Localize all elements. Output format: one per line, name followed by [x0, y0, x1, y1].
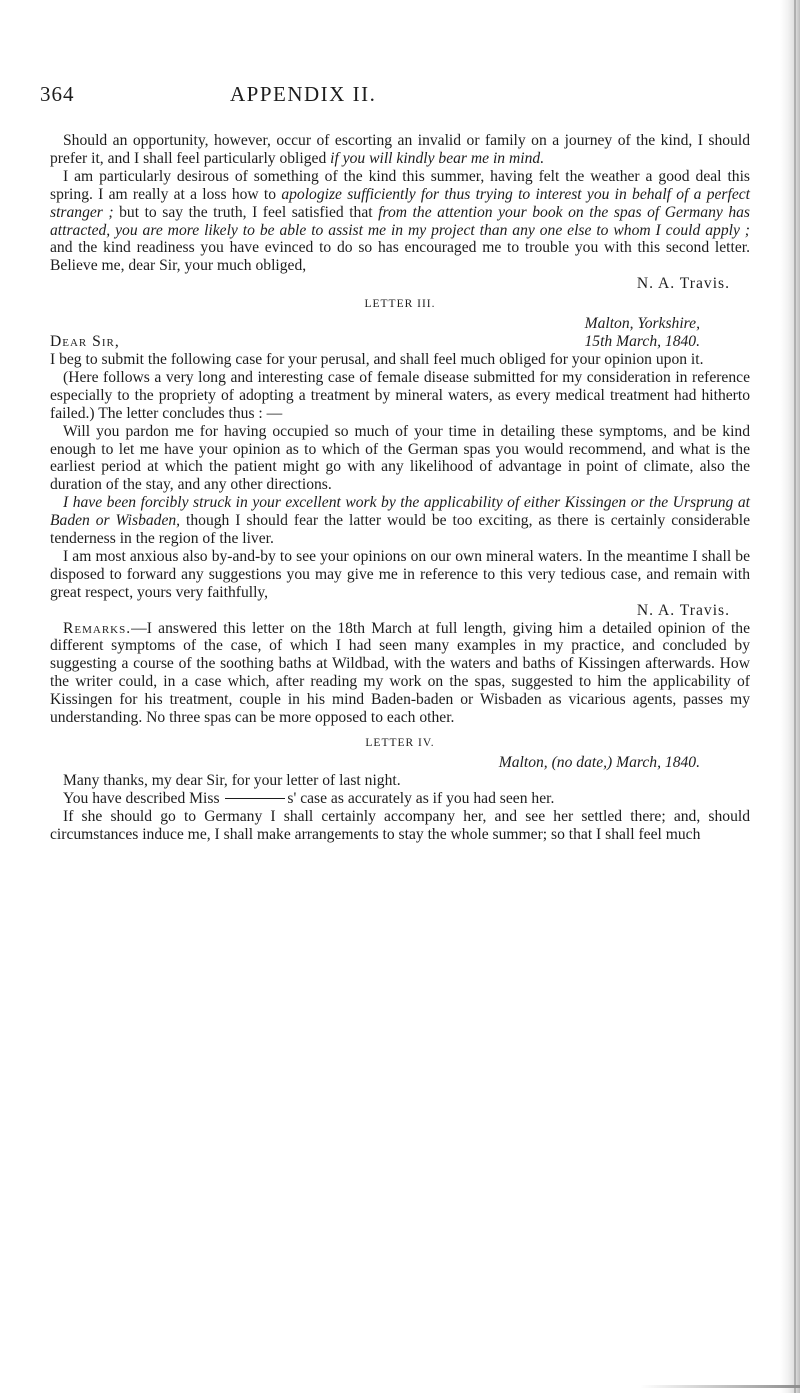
- letter-date: 15th March, 1840.: [584, 332, 700, 350]
- letter-place-date: Malton, (no date,) March, 1840.: [498, 753, 700, 771]
- paragraph: [50, 494, 750, 548]
- italic-span: apologize sufficiently for thus trying to interest you in behalf of a perfect stranger ;: [50, 185, 750, 221]
- text-span: though I should fear the latter would be too exciting, as there is certainly considerable tenderness in the region of the liver.: [50, 512, 750, 548]
- letter-heading: LETTER IV.: [365, 737, 435, 749]
- name-redaction-dash: [225, 798, 285, 799]
- italic-span: I have been forcibly struck in your excellent work by the applicability of either Kissingen or the Ursprung at Baden or Wisbaden,: [50, 494, 750, 530]
- paragraph: (Here follows a very long and interesting case of female disease submitted for my consideration in reference especially to the propriety of adopting a treatment by mineral waters, as every medical treatment had hitherto failed.) The letter concludes thus : —: [50, 368, 750, 422]
- signature: N. A. Travis.: [636, 601, 730, 619]
- paragraph: I beg to submit the following case for your perusal, and shall feel much obliged for your opinion upon it.: [50, 350, 704, 368]
- text-span: You have described Miss: [63, 789, 224, 807]
- salutation: Dear Sir,: [50, 332, 120, 350]
- page-title: APPENDIX II.: [230, 82, 377, 106]
- paragraph: Many thanks, my dear Sir, for your letter of last night.: [63, 771, 401, 789]
- remarks-paragraph: [50, 620, 750, 727]
- letter-place: Malton, Yorkshire,: [584, 315, 700, 333]
- text-span: Should an opportunity, however, occur of escorting an invalid or family on a journey of the kind, I should prefer it, and I shall feel particularly obliged: [50, 132, 750, 167]
- paragraph: [50, 790, 750, 808]
- remarks-label: Remarks.: [63, 619, 132, 637]
- page-number: 364: [40, 82, 75, 106]
- paragraph: If she should go to Germany I shall certainly accompany her, and see her settled there; and, should circumstances induce me, I shall make arrangements to stay the whole summer; so that I shall feel much: [50, 807, 750, 843]
- text-span: s' case as accurately as if you had seen her.: [287, 789, 555, 807]
- body-text: [50, 132, 750, 843]
- signature: N. A. Travis.: [636, 275, 730, 293]
- paragraph: I am most anxious also by-and-by to see your opinions on our own mineral waters. In the meantime I shall be disposed to forward any suggestions you may give me in reference to this very tedious case, and remain with great respect, yours very faithfully,: [50, 547, 750, 601]
- paragraph: [50, 168, 750, 275]
- letter-heading: LETTER III.: [364, 298, 436, 311]
- page-edge-shadow: [780, 0, 800, 1393]
- paragraph: Will you pardon me for having occupied so much of your time in detailing these symptoms, and be kind enough to let me have your opinion as to which of the German spas you would recommend, and what is the earliest period at which the patient might go with any likelihood of advantage in point of climate, also the duration of the stay, and any other directions.: [50, 422, 750, 494]
- text-span: but to say the truth, I feel satisfied that: [113, 203, 379, 221]
- italic-span: if you will kindly bear me in mind.: [330, 149, 545, 167]
- text-span: and the kind readiness you have evinced to do so has encouraged me to trouble you with this second letter. Believe me, dear Sir, your much obliged,: [50, 239, 750, 275]
- text-span: I am particularly desirous of something of the kind this summer, having felt the weather a good deal this spring. I am really at a loss how to: [50, 167, 750, 203]
- remarks-text: —I answered this letter on the 18th March at full length, giving him a detailed opinion of the different symptoms of the case, of which I had seen many examples in my practice, and concluded by suggesting a course of the soothing baths at Wildbad, with the waters and baths of Kissingen afterwards. How the writer could, in a case which, after reading my work on the spas, suggested to him the applicability of Kissingen for his treatment, couple in his mind Baden-baden or Wisbaden as vicarious agents, passes my understanding. No three spas can be more opposed to each other.: [50, 619, 750, 727]
- running-head: [0, 82, 800, 112]
- page-edge-line: [794, 0, 796, 1393]
- italic-span: from the attention your book on the spas of Germany has attracted, you are more likely to be able to assist me in my project than any one else to whom I could apply ;: [50, 203, 750, 239]
- page-bottom-rule: [640, 1385, 800, 1388]
- paragraph: [50, 132, 750, 168]
- salutation-line: [50, 333, 750, 351]
